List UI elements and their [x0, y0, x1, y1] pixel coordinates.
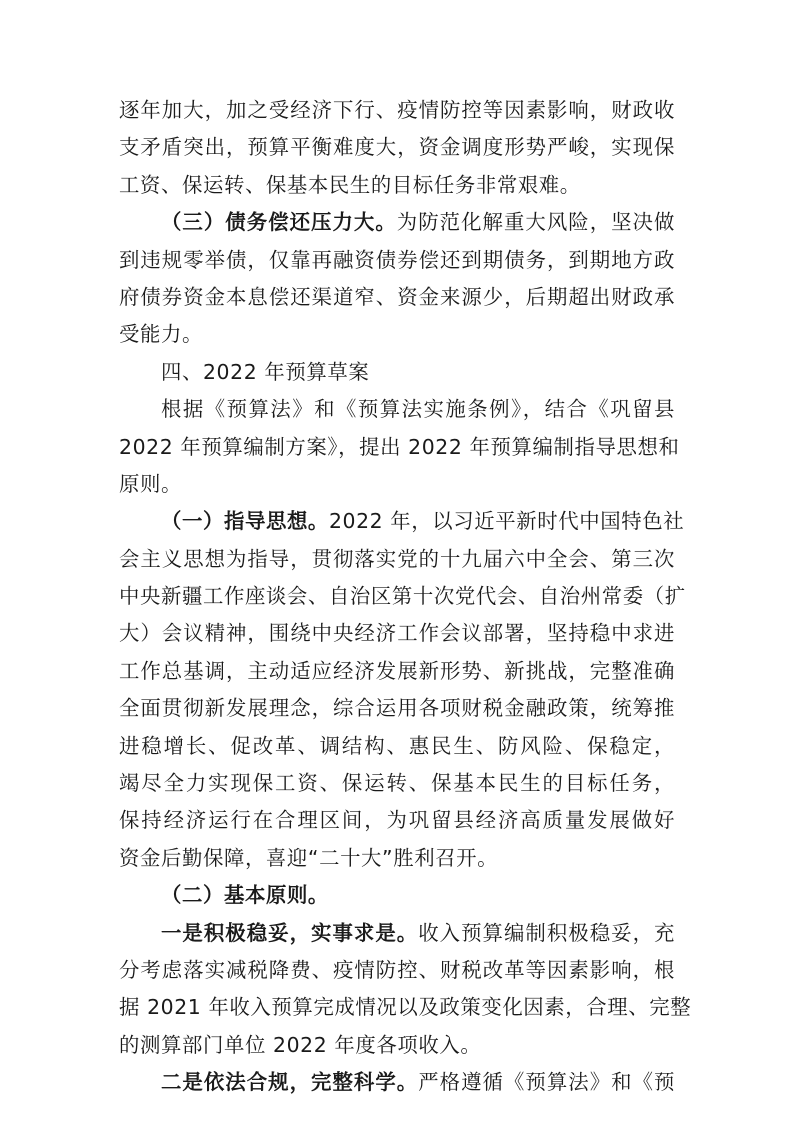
- body-text: 工作总基调，主动适应经济发展新形势、新挑战，完整准确: [119, 658, 675, 683]
- text-line: [119, 279, 675, 316]
- body-text: 到违规零举债，仅靠再融资债券偿还到期债务，到期地方政: [119, 247, 675, 272]
- text-line: [119, 1064, 675, 1101]
- body-text: 逐年加大，加之受经济下行、疫情防控等因素影响，财政收: [119, 98, 675, 122]
- body-text: 工资、保运转、保基本民生的目标任务非常艰难。: [119, 172, 581, 197]
- body-text: 根据《预算法》和《预算法实施条例》，结合《巩留县: [161, 397, 675, 422]
- text-line: [119, 503, 685, 540]
- bold-heading-text: 二是依法合规，完整科学。: [161, 1070, 419, 1095]
- text-line: [119, 242, 675, 279]
- body-text: 为防范化解重大风险，坚决做: [396, 210, 675, 235]
- text-line: [119, 129, 675, 166]
- text-line: [119, 391, 675, 428]
- body-text: 资金后勤保障，喜迎“二十大”胜利召开。: [119, 845, 499, 870]
- text-line: [119, 915, 675, 952]
- text-line: [119, 840, 675, 877]
- body-text: 中央新疆工作座谈会、自治区第十次党代会、自治州常委（扩: [119, 584, 686, 609]
- body-text: 会主义思想为指导，贯彻落实党的十九届六中全会、第三次: [119, 546, 675, 571]
- body-text: 收入预算编制积极稳妥，充: [418, 920, 675, 945]
- text-line: [119, 1027, 675, 1064]
- bold-heading-text: （二）基本原则。: [161, 883, 329, 908]
- text-line: [119, 690, 675, 727]
- body-text: 分考虑落实减税降费、疫情防控、财税改革等因素影响，根: [119, 957, 675, 982]
- text-line: [119, 541, 675, 578]
- text-line: [119, 615, 675, 652]
- body-text: 严格遵循《预算法》和《预: [418, 1070, 675, 1095]
- bold-heading-text: （一）指导思想。: [161, 509, 329, 534]
- text-line: [119, 877, 675, 914]
- body-text: 竭尽全力实现保工资、保运转、保基本民生的目标任务，: [119, 771, 675, 796]
- body-text: 支矛盾突出，预算平衡难度大，资金调度形势严峻，实现保: [119, 135, 675, 160]
- body-text: 据 2021 年收入预算完成情况以及政策变化因素，合理、完整: [119, 995, 692, 1020]
- text-line: [119, 204, 675, 241]
- text-line: [119, 429, 680, 466]
- body-text: 保持经济运行在合理区间，为巩留县经济高质量发展做好: [119, 808, 675, 833]
- text-line: [119, 167, 675, 204]
- text-line: [119, 765, 675, 802]
- text-line: [119, 802, 675, 839]
- text-line: [119, 728, 675, 765]
- text-line: [119, 989, 692, 1026]
- body-text: 受能力。: [119, 322, 203, 347]
- text-line: [119, 578, 686, 615]
- body-text: 四、2022 年预算草案: [161, 359, 370, 384]
- bold-heading-text: 一是积极稳妥，实事求是。: [161, 920, 419, 945]
- body-text: 的测算部门单位 2022 年度各项收入。: [119, 1032, 482, 1057]
- text-line: [119, 316, 675, 353]
- body-text: 原则。: [119, 471, 182, 496]
- body-text: 府债券资金本息偿还渠道窄、资金来源少，后期超出财政承: [119, 284, 675, 309]
- text-line: [119, 92, 675, 129]
- bold-heading-text: （三）债务偿还压力大。: [161, 210, 397, 235]
- text-line: [119, 466, 675, 503]
- body-text: 全面贯彻新发展理念，综合运用各项财税金融政策，统筹推: [119, 696, 675, 721]
- body-text: 2022 年，以习近平新时代中国特色社: [328, 509, 685, 534]
- text-line: [119, 952, 675, 989]
- document-body: [119, 92, 692, 1102]
- text-line: [119, 653, 675, 690]
- body-text: 大）会议精神，围绕中央经济工作会议部署，坚持稳中求进: [119, 621, 675, 646]
- body-text: 2022 年预算编制方案》，提出 2022 年预算编制指导思想和: [119, 434, 680, 459]
- text-line: [119, 354, 675, 391]
- body-text: 进稳增长、促改革、调结构、惠民生、防风险、保稳定，: [119, 733, 675, 758]
